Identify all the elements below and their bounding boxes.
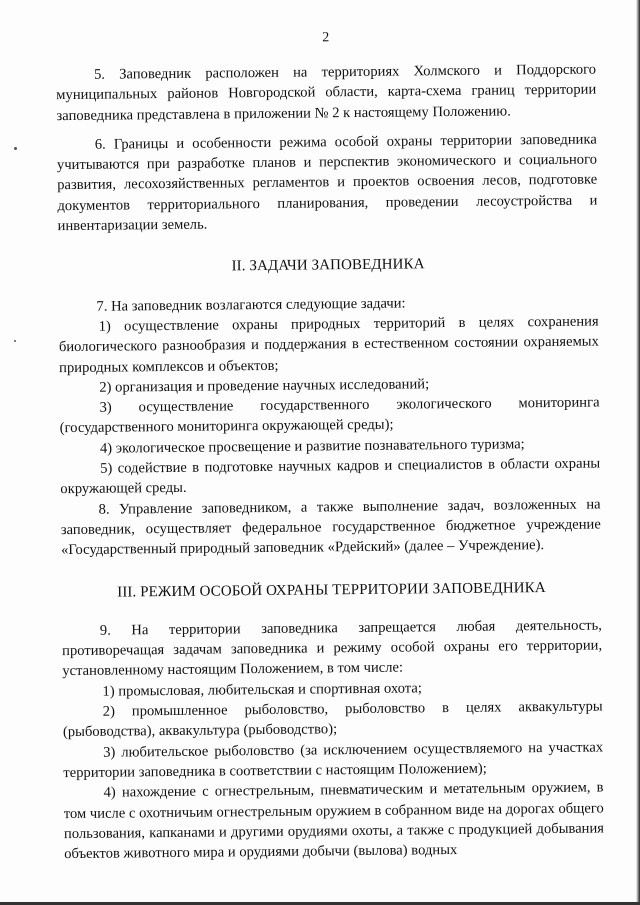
page-number: 2	[322, 30, 330, 46]
list-item: 2) промышленное рыболовство, рыболовство в целях аквакультуры (рыбоводства), аквакультура (рыбоводство);	[62, 698, 603, 741]
paragraph-7: 7. На заповедник возлагаются следующие задачи:	[96, 295, 406, 315]
document-body	[56, 60, 604, 865]
paragraph-5: 5. Заповедник расположен на территориях Холмского и Поддорского муниципальных районов Новгородской области, карта-схема границ территории заповедника представлена в приложении № 2 к настоящему Положению.	[56, 61, 597, 124]
list-item: 4) нахождение с огнестрельным, пневматическим и метательным оружием, в том числе с охотничьим огнестрельным оружием в собранном виде на дорогах общего пользования, капканами и другими орудиями охоты, а также с продукцией добывания объектов животного мира и орудиями добычи (вылова) водных	[63, 779, 605, 863]
list-item: 4) экологическое просвещение и развитие познавательного туризма;	[99, 436, 525, 457]
list-item: 5) содействие в подготовке научных кадров и специалистов в области охраны окружающей среды.	[60, 455, 601, 498]
list-item: 3) любительское рыболовство (за исключением осуществляемого на участках территории заповедника в соответствии с настоящим Положением);	[63, 739, 604, 782]
scan-speck	[14, 340, 16, 342]
paragraph-9: 9. На территории заповедника запрещается любая деятельность, противоречащая задачам заповедника и режиму особой охраны его территории, установленному настоящим Положением, в том числе:	[62, 617, 603, 680]
list-item: 1) осуществление охраны природных территорий в целях сохранения биологического разнообразия и поддержания в естественном состоянии охраняемых природных комплексов и объектов;	[58, 313, 599, 376]
list-item: 1) промысловая, любительская и спортивная охота;	[102, 680, 422, 700]
scan-speck	[14, 147, 17, 150]
paragraph-8: 8. Управление заповедником, а также выполнение задач, возложенных на заповедник, осуществляет федеральное государственное бюджетное учреждение «Государственный природный заповедник «Рдейский» (далее – Учреждение).	[60, 496, 601, 559]
list-item: 2) организация и проведение научных исследований;	[99, 376, 430, 396]
section-heading-regime: III. РЕЖИМ ОСОБОЙ ОХРАНЫ ТЕРРИТОРИИ ЗАПОВЕДНИКА	[117, 579, 546, 601]
section-heading-tasks: II. ЗАДАЧИ ЗАПОВЕДНИКА	[231, 256, 425, 275]
list-item: 3) осуществление государственного экологического мониторинга (государственного мониторинга окружающей среды);	[59, 394, 600, 437]
page-content	[55, 0, 605, 863]
scan-edge-right	[636, 0, 640, 905]
paragraph-6: 6. Границы и особенности режима особой охраны территории заповедника учитываются при разработке планов и перспектив экономического и социального развития, лесохозяйственных регламентов и проектов освоения лесов, подготовке документов территориального планирования, проведении лесоустройства и инвентаризации земель.	[56, 131, 598, 235]
